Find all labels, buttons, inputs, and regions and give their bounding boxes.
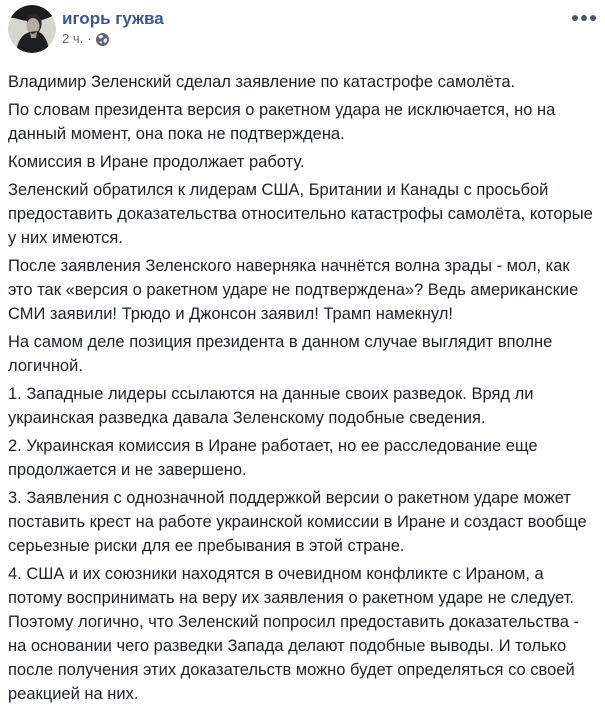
post-paragraph: 4. США и их союзники находятся в очевидном конфликте с Ираном, а потому воспринимать на веру их заявления о ракетном ударе не следует. Поэтому логично, что Зеленский попросил предоставить доказательства - на основании чего разведки Запада делают подобные выводы. И только после получения этих доказательств можно будет определяться со своей реакцией на них. (8, 565, 579, 703)
more-options-dot (590, 15, 596, 21)
more-options-dot (572, 15, 578, 21)
post-text (0, 70, 605, 706)
timestamp-separator: · (87, 31, 92, 46)
post-paragraph: 3. Заявления с однозначной поддержкой версии о ракетном ударе может поставить крест на работе украинской комиссии в Иране и создаст вообще серьезные риски для ее пребывания в этой стране. (8, 489, 587, 555)
post-paragraph: 1. Западные лидеры ссылаются на данные своих разведок. Вряд ли украинская разведка давала Зеленскому подобные сведения. (8, 385, 534, 427)
post-paragraph: Владимир Зеленский сделал заявление по катастрофе самолёта. (8, 73, 516, 91)
post-paragraph: Комиссия в Иране продолжает работу. (8, 153, 305, 171)
post-timestamp[interactable]: 2 ч. (62, 31, 84, 46)
avatar[interactable] (8, 5, 56, 53)
post-paragraph: После заявления Зеленского наверняка начнётся волна зрады - мол, как это так «версия о ракетном ударе не подтверждена»? Ведь американские СМИ заявили! Трюдо и Джонсон заявил! Трамп намекнул! (8, 257, 579, 323)
more-options-button[interactable] (568, 8, 596, 28)
post-paragraph: По словам президента версия о ракетном удара не исключается, но на данный момент, она пока не подтверждена. (8, 101, 556, 143)
post-paragraph: Зеленский обратился к лидерам США, Британии и Канады с просьбой предоставить доказательства относительно катастрофы самолёта, которые у них имеются. (8, 181, 593, 247)
header-meta (62, 8, 164, 47)
timestamp-row (62, 31, 164, 47)
post-paragraph: 2. Украинская комиссия в Иране работает, но ее расследование еще продолжается и не завершено. (8, 437, 538, 479)
globe-public-icon (96, 33, 109, 46)
post-header (0, 0, 605, 55)
avatar-photo (8, 5, 56, 53)
author-name-link[interactable]: игорь гужва (62, 9, 164, 28)
more-options-dot (581, 15, 587, 21)
post-paragraph: На самом деле позиция президента в данном случае выглядит вполне логичной. (8, 333, 553, 375)
